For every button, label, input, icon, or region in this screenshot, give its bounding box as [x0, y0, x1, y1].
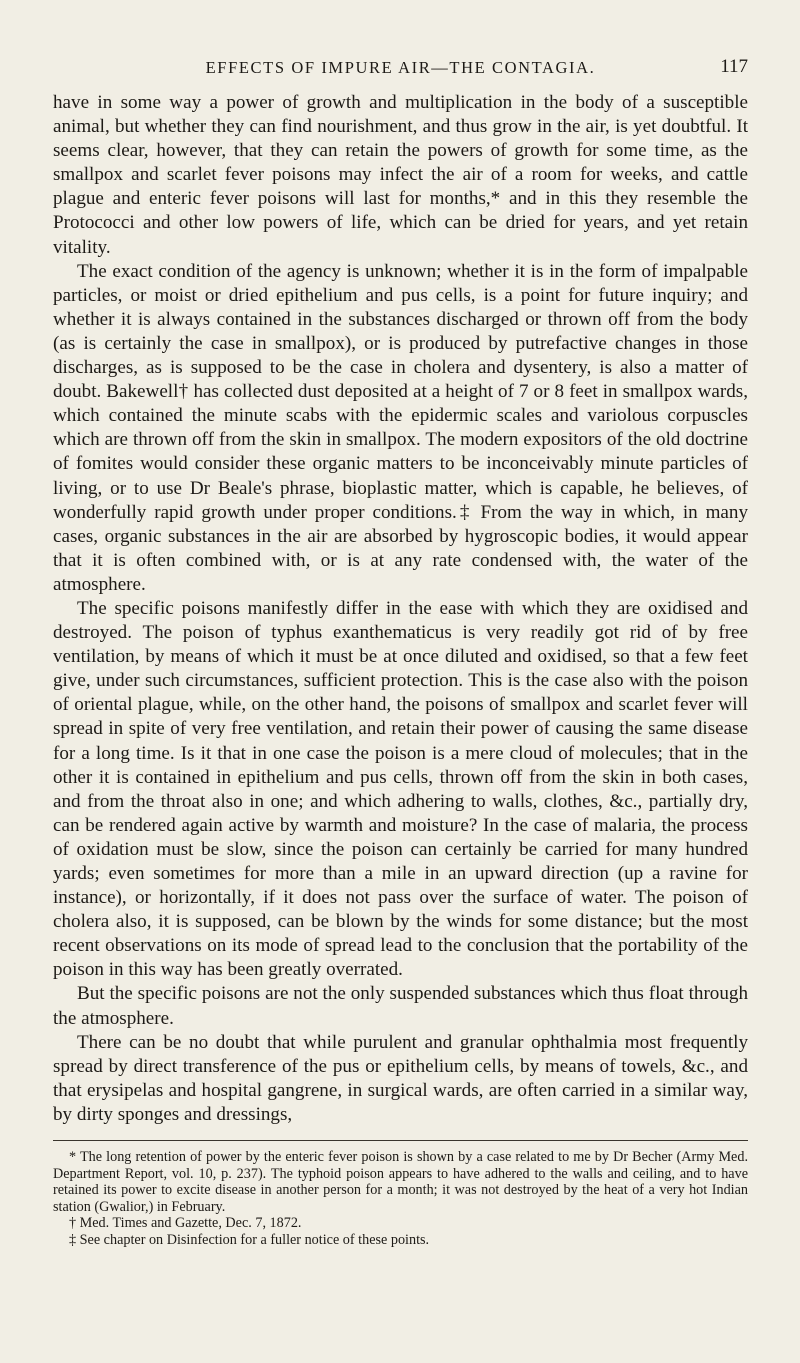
- page-header: [53, 58, 748, 80]
- footnotes: [53, 1149, 748, 1249]
- paragraph: The specific poisons manifestly differ in the ease with which they are oxidised and destroyed. The poison of typhus exanthematicus is very readily got rid of by free ventilation, by means of which it must be at once diluted and oxidised, so that a few feet give, under such circumstances, sufficient protection. This is the case also with the poison of oriental plague, while, on the other hand, the poisons of smallpox and scarlet fever will spread in spite of very free ventilation, and retain their power of causing the same disease for a long time. Is it that in one case the poison is a mere cloud of molecules; that in the other it is contained in epithelium and pus cells, thrown off from the skin in both cases, and from the throat also in one; and which adhering to walls, clothes, &c., partially dry, can be rendered again active by warmth and moisture? In the case of malaria, the process of oxidation must be slow, since the poison can certainly be carried for many hundred yards; even sometimes for more than a mile in an upward direction (up a ravine for instance), or horizontally, if it does not pass over the surface of water. The poison of cholera also, it is supposed, can be blown by the winds for some distance; but the most recent observations on its mode of spread lead to the conclusion that the portability of the poison in this way has been greatly overrated.: [53, 597, 748, 981]
- footnote: ‡ See chapter on Disinfection for a fuller notice of these points.: [69, 1232, 430, 1248]
- running-head: EFFECTS OF IMPURE AIR—THE CONTAGIA.: [205, 58, 596, 77]
- paragraph: But the specific poisons are not the only suspended substances which thus float through the atmosphere.: [53, 983, 748, 1029]
- footnote: † Med. Times and Gazette, Dec. 7, 1872.: [69, 1215, 302, 1232]
- paragraph: have in some way a power of growth and multiplication in the body of a susceptible animal, but whether they can find nourishment, and thus grow in the air, is yet doubtful. It seems clear, however, that they can retain the powers of growth for some time, as the smallpox and scarlet fever poisons may infect the air of a room for weeks, and cattle plague and enteric fever poisons will last for months,* and in this they resemble the Protococci and other low powers of life, which can be dried for years, and yet retain vitality.: [53, 92, 748, 258]
- paragraph: The exact condition of the agency is unknown; whether it is in the form of impalpable particles, or moist or dried epithelium and pus cells, is a point for future inquiry; and whether it is always contained in the substances discharged or thrown off from the body (as is certainly the case in smallpox), or is produced by putrefactive changes in those discharges, as is supposed to be the case in cholera and dysentery, is also a matter of doubt. Bakewell† has collected dust deposited at a height of 7 or 8 feet in smallpox wards, which contained the minute scabs with the epidermic scales and variolous corpuscles which are thrown off from the skin in smallpox. The modern expositors of the old doctrine of fomites would consider these organic matters to be inconceivably minute particles of living, or to use Dr Beale's phrase, bioplastic matter, which is capable, he believes, of wonderfully rapid growth under proper conditions.‡ From the way in which, in many cases, organic substances in the air are absorbed by hygroscopic bodies, it would appear that it is often combined with, or is at any rate condensed with, the water of the atmosphere.: [53, 260, 748, 595]
- page-number: 117: [720, 56, 748, 77]
- body-text: [53, 91, 748, 1127]
- paragraph: There can be no doubt that while purulent and granular ophthalmia most frequently spread by direct transference of the pus or epithelium cells, by means of towels, &c., and that erysipelas and hospital gangrene, in surgical wards, are often carried in a similar way, by dirty sponges and dressings,: [53, 1031, 748, 1125]
- footnote: * The long retention of power by the enteric fever poison is shown by a case related to me by Dr Becher (Army Med. Department Report, vol. 10, p. 237). The typhoid poison appears to have adhered to the walls and ceiling, and to have retained its power to excite disease in another person for a month; it was not destroyed by the heat of a very hot Indian station (Gwalior,) in February.: [53, 1149, 748, 1215]
- footnote-rule: [53, 1140, 748, 1141]
